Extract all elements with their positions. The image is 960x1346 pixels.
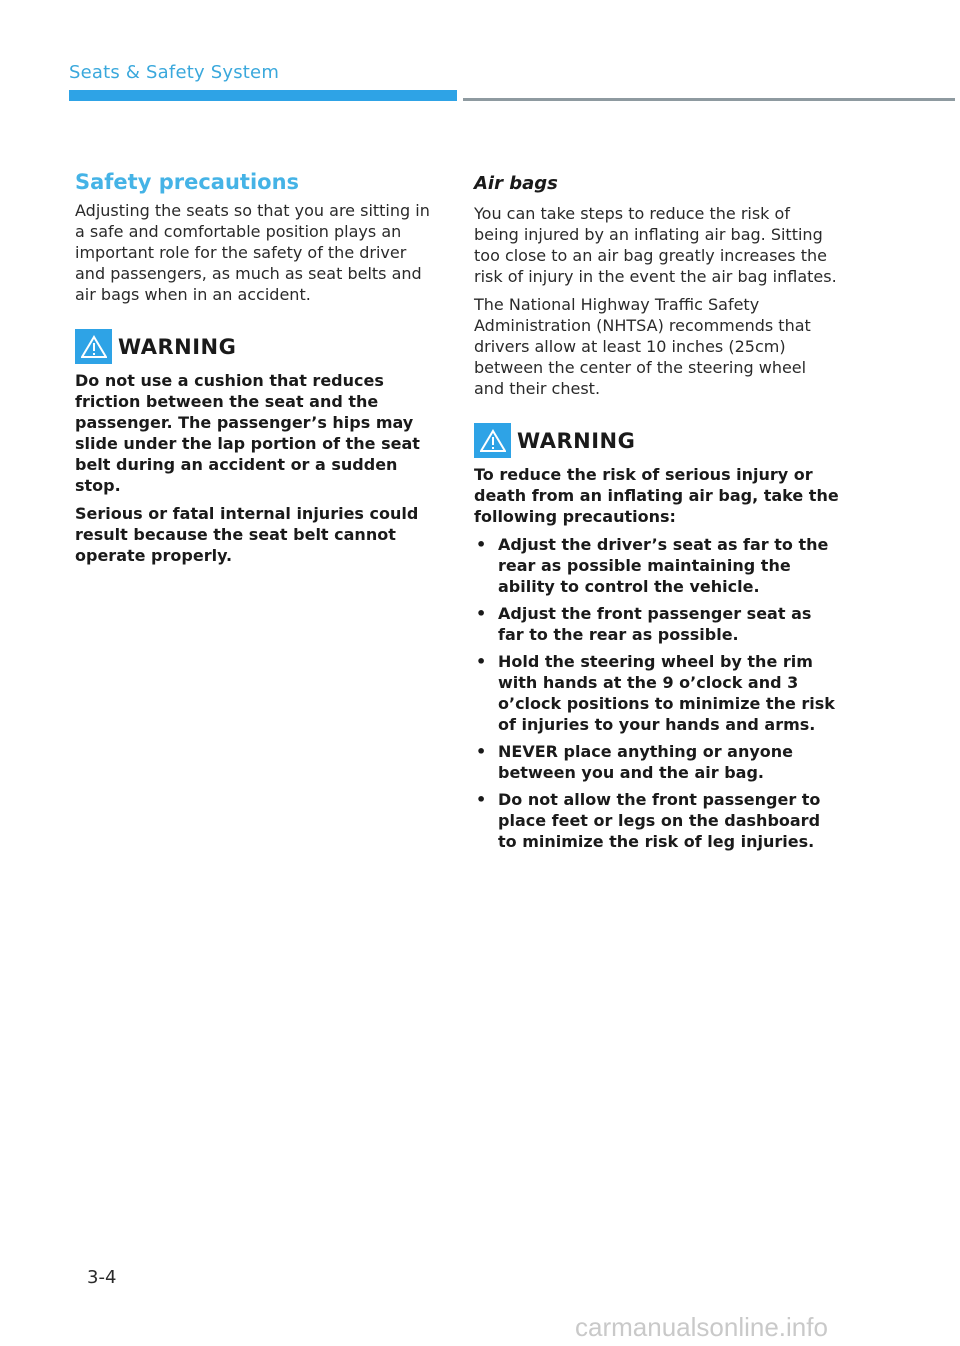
header-rule-blue: [69, 90, 457, 101]
page-number: 3-4: [87, 1267, 117, 1288]
section-title: Seats & Safety System: [69, 62, 280, 83]
warning-paragraph: Serious or fatal internal injuries could result because the seat belt cannot operate properly.: [75, 504, 419, 565]
warning-label: WARNING: [517, 428, 636, 453]
warning-intro: To reduce the risk of serious injury or death from an inflating air bag, take the following precautions:: [474, 465, 839, 526]
warning-header: [75, 329, 440, 364]
warning-paragraph: Do not use a cushion that reduces friction between the seat and the passenger. The passenger’s hips may slide under the lap portion of the seat belt during an accident or a sudden stop.: [75, 371, 420, 495]
left-column: [75, 170, 440, 573]
safety-precautions-intro: Adjusting the seats so that you are sitting in a safe and comfortable position plays an important role for the safety of the driver and passengers, as much as seat belts and air bags when in an accident.: [75, 201, 430, 304]
list-item: • NEVER place anything or anyone between you and the air bag.: [476, 742, 794, 782]
right-column: [474, 170, 839, 858]
warning-bullet-list: [474, 534, 839, 852]
air-bags-paragraph: You can take steps to reduce the risk of being injured by an inflating air bag. Sitting too close to an air bag greatly increases the risk of injury in the event the air bag inflates.: [474, 204, 837, 286]
warning-triangle-icon: [474, 423, 511, 458]
warning-header: [474, 423, 839, 458]
warning-label: WARNING: [118, 334, 237, 359]
watermark: carmanualsonline.info: [575, 1312, 828, 1342]
air-bags-heading: Air bags: [474, 173, 558, 194]
warning-triangle-icon: [75, 329, 112, 364]
safety-precautions-heading: Safety precautions: [75, 170, 300, 194]
list-item: • Adjust the front passenger seat as far to the rear as possible.: [476, 604, 812, 644]
header-rule-gray: [463, 98, 955, 101]
air-bags-paragraph: The National Highway Traffic Safety Administration (NHTSA) recommends that drivers allow at least 10 inches (25cm) between the center of the steering wheel and their chest.: [474, 295, 811, 398]
list-item: • Hold the steering wheel by the rim with hands at the 9 o’clock and 3 o’clock positions to minimize the risk of injuries to your hands and arms.: [476, 652, 835, 734]
list-item: • Adjust the driver’s seat as far to the rear as possible maintaining the ability to control the vehicle.: [476, 535, 829, 596]
list-item: • Do not allow the front passenger to place feet or legs on the dashboard to minimize the risk of leg injuries.: [476, 790, 821, 851]
